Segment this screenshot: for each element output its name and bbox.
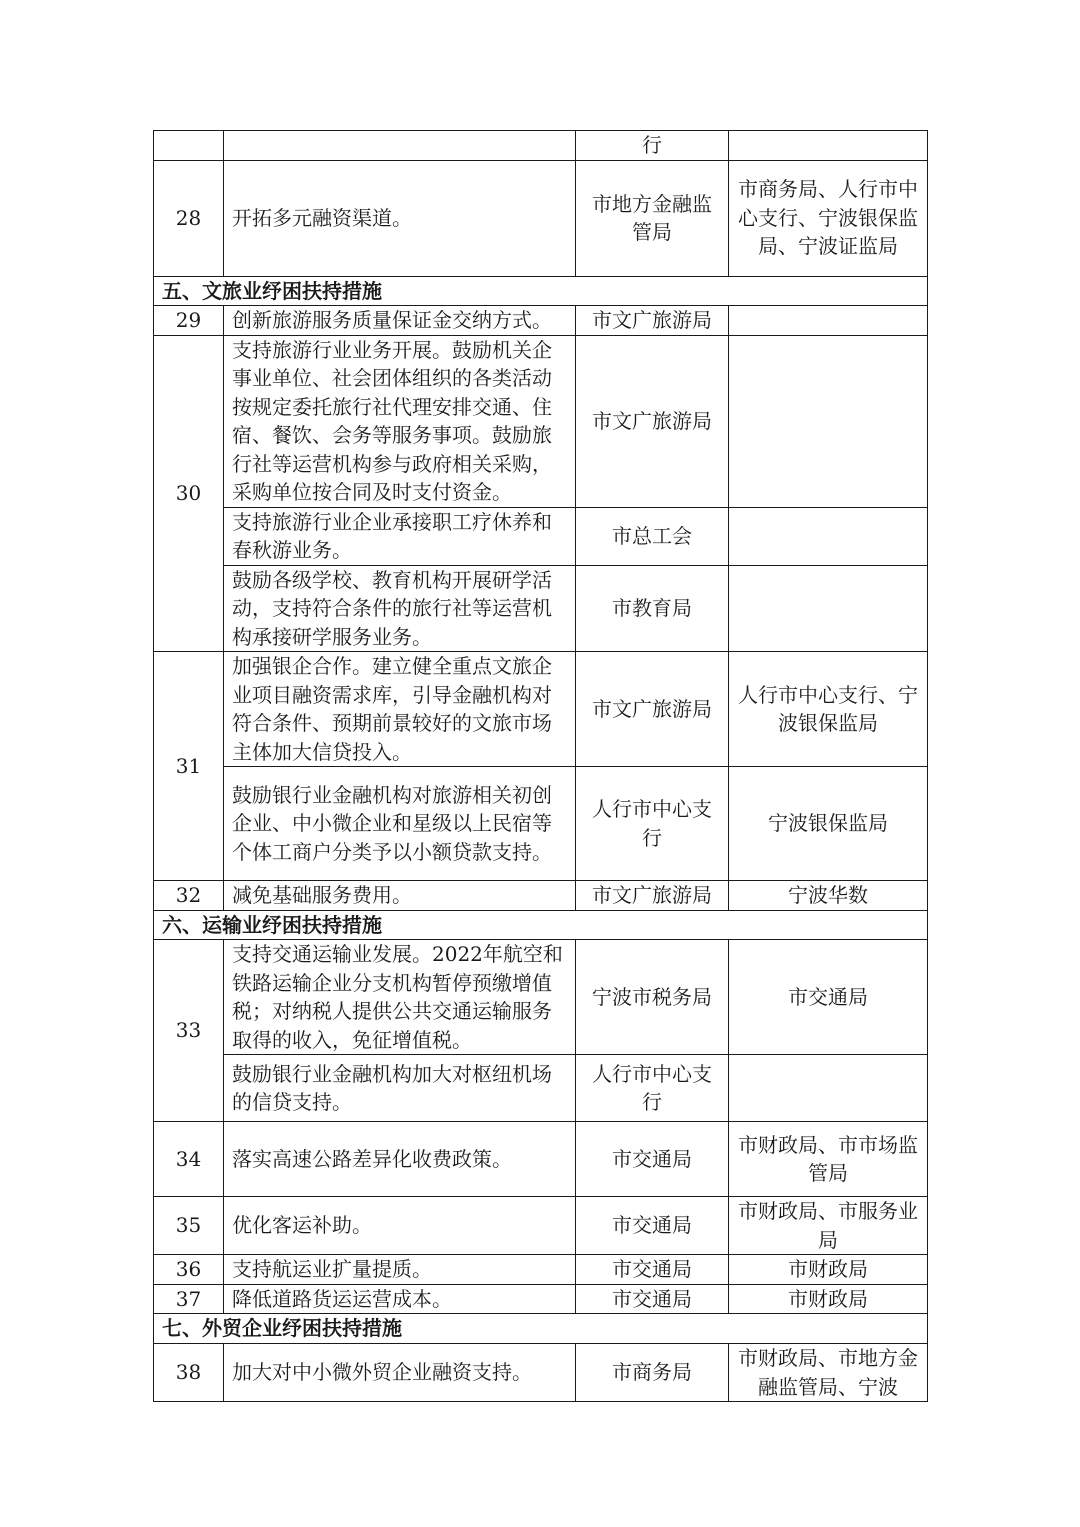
table-row bbox=[154, 335, 928, 507]
cooperating-departments: 市商务局、人行市中心支行、宁波银保监局、宁波证监局 bbox=[729, 160, 928, 276]
measure-text: 支持航运业扩量提质。 bbox=[224, 1255, 576, 1285]
lead-department: 市文广旅游局 bbox=[576, 306, 729, 336]
lead-department: 人行市中心支行 bbox=[576, 1055, 729, 1122]
lead-department: 市商务局 bbox=[576, 1344, 729, 1402]
section-header-row bbox=[154, 276, 928, 306]
lead-department: 市交通局 bbox=[576, 1197, 729, 1255]
table-row bbox=[154, 1344, 928, 1402]
measure-text: 开拓多元融资渠道。 bbox=[224, 160, 576, 276]
lead-department: 市交通局 bbox=[576, 1255, 729, 1285]
section-title: 六、运输业纾困扶持措施 bbox=[154, 910, 928, 940]
item-number: 33 bbox=[154, 940, 224, 1122]
item-number: 36 bbox=[154, 1255, 224, 1285]
measure-text: 支持旅游行业业务开展。鼓励机关企事业单位、社会团体组织的各类活动按规定委托旅行社代理安排交通、住宿、餐饮、会务等服务事项。鼓励旅行社等运营机构参与政府相关采购，采购单位按合同及时支付资金。 bbox=[224, 335, 576, 507]
table-row bbox=[154, 1197, 928, 1255]
table-row bbox=[154, 1122, 928, 1197]
lead-department: 市文广旅游局 bbox=[576, 881, 729, 911]
cooperating-departments: 市财政局 bbox=[729, 1255, 928, 1285]
measure-text: 支持交通运输业发展。2022年航空和铁路运输企业分支机构暂停预缴增值税；对纳税人提供公共交通运输服务取得的收入，免征增值税。 bbox=[224, 940, 576, 1055]
lead-department: 市交通局 bbox=[576, 1122, 729, 1197]
measures-table bbox=[153, 130, 928, 1402]
item-number: 38 bbox=[154, 1344, 224, 1402]
item-number: 30 bbox=[154, 335, 224, 652]
section-header-row bbox=[154, 1314, 928, 1344]
lead-department: 市教育局 bbox=[576, 565, 729, 652]
cooperating-departments: 人行市中心支行、宁波银保监局 bbox=[729, 652, 928, 767]
measure-text: 加大对中小微外贸企业融资支持。 bbox=[224, 1344, 576, 1402]
measure-text: 优化客运补助。 bbox=[224, 1197, 576, 1255]
table-row bbox=[154, 940, 928, 1055]
item-number: 37 bbox=[154, 1284, 224, 1314]
measure-text: 减免基础服务费用。 bbox=[224, 881, 576, 911]
table-row bbox=[154, 1255, 928, 1285]
table-row bbox=[154, 767, 928, 881]
cooperating-departments: 市财政局、市地方金融监管局、宁波 bbox=[729, 1344, 928, 1402]
cooperating-departments: 市财政局、市服务业局 bbox=[729, 1197, 928, 1255]
measure-text: 鼓励银行业金融机构加大对枢纽机场的信贷支持。 bbox=[224, 1055, 576, 1122]
section-title: 五、文旅业纾困扶持措施 bbox=[154, 276, 928, 306]
cooperating-departments: 宁波华数 bbox=[729, 881, 928, 911]
measure-text: 鼓励银行业金融机构对旅游相关初创企业、中小微企业和星级以上民宿等个体工商户分类予以小额贷款支持。 bbox=[224, 767, 576, 881]
measure-text: 鼓励各级学校、教育机构开展研学活动，支持符合条件的旅行社等运营机构承接研学服务业务。 bbox=[224, 565, 576, 652]
item-number: 35 bbox=[154, 1197, 224, 1255]
table-row bbox=[154, 881, 928, 911]
item-number: 32 bbox=[154, 881, 224, 911]
table-row bbox=[154, 131, 928, 161]
measure-text: 加强银企合作。建立健全重点文旅企业项目融资需求库，引导金融机构对符合条件、预期前景较好的文旅市场主体加大信贷投入。 bbox=[224, 652, 576, 767]
item-number: 31 bbox=[154, 652, 224, 881]
lead-department: 市总工会 bbox=[576, 507, 729, 565]
item-number: 34 bbox=[154, 1122, 224, 1197]
cooperating-departments: 市财政局、市市场监管局 bbox=[729, 1122, 928, 1197]
measure-text: 落实高速公路差异化收费政策。 bbox=[224, 1122, 576, 1197]
table-row bbox=[154, 1284, 928, 1314]
lead-department: 行 bbox=[576, 131, 729, 161]
measure-text: 支持旅游行业企业承接职工疗休养和春秋游业务。 bbox=[224, 507, 576, 565]
section-title: 七、外贸企业纾困扶持措施 bbox=[154, 1314, 928, 1344]
table-row bbox=[154, 507, 928, 565]
table-row bbox=[154, 160, 928, 276]
table-row bbox=[154, 306, 928, 336]
lead-department: 市交通局 bbox=[576, 1284, 729, 1314]
cooperating-departments: 宁波银保监局 bbox=[729, 767, 928, 881]
item-number: 29 bbox=[154, 306, 224, 336]
measure-text: 创新旅游服务质量保证金交纳方式。 bbox=[224, 306, 576, 336]
cooperating-departments: 市交通局 bbox=[729, 940, 928, 1055]
measure-text: 降低道路货运运营成本。 bbox=[224, 1284, 576, 1314]
table-row bbox=[154, 652, 928, 767]
cooperating-departments: 市财政局 bbox=[729, 1284, 928, 1314]
lead-department: 市地方金融监管局 bbox=[576, 160, 729, 276]
lead-department: 人行市中心支行 bbox=[576, 767, 729, 881]
lead-department: 市文广旅游局 bbox=[576, 652, 729, 767]
lead-department: 市文广旅游局 bbox=[576, 335, 729, 507]
section-header-row bbox=[154, 910, 928, 940]
table-row bbox=[154, 565, 928, 652]
table-row bbox=[154, 1055, 928, 1122]
item-number: 28 bbox=[154, 160, 224, 276]
lead-department: 宁波市税务局 bbox=[576, 940, 729, 1055]
